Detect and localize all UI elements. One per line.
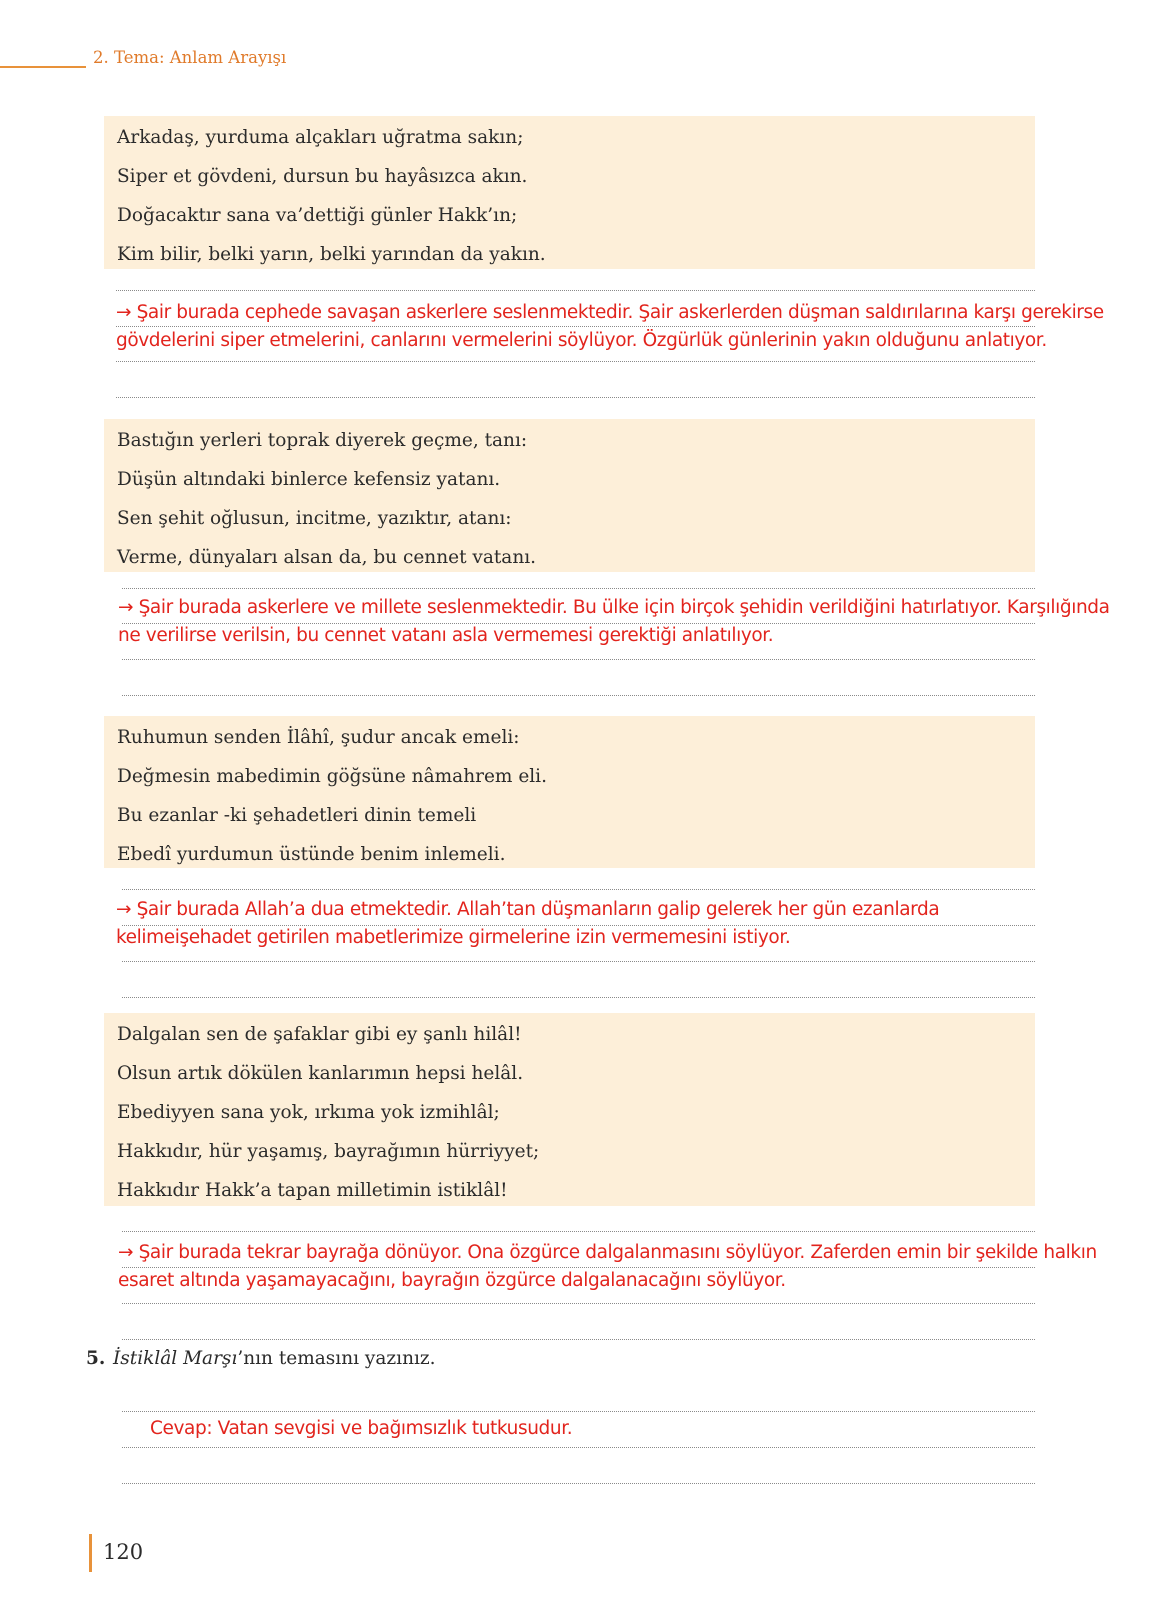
writing-line: [122, 1447, 1035, 1448]
answer-text-2: [118, 594, 1110, 650]
poem-line: Sen şehit oğlusun, incitme, yazıktır, atanı:: [117, 508, 512, 529]
poem-line: Arkadaş, yurduma alçakları uğratma sakın;: [117, 127, 524, 148]
writing-line: [122, 1411, 1035, 1412]
poem-stanza-2: [104, 419, 1035, 572]
answer-line: esaret altında yaşamayacağını, bayrağın özgürce dalgalanacağını söylüyor.: [118, 1270, 786, 1291]
answer-line: ne verilirse verilsin, bu cennet vatanı asla vermemesi gerektiği anlatılıyor.: [118, 625, 774, 646]
poem-line: Ebedî yurdumun üstünde benim inlemeli.: [117, 844, 506, 865]
poem-line: Doğacaktır sana va’dettiği günler Hakk’ın;: [117, 205, 518, 226]
answer-text-3: [116, 896, 939, 952]
answer-line: gövdelerini siper etmelerini, canlarını vermelerini söylüyor. Özgürlük günlerinin yakın olduğunu anlatıyor.: [116, 330, 1047, 351]
poem-line: Kim bilir, belki yarın, belki yarından da yakın.: [117, 244, 546, 265]
answer-line: → Şair burada Allah’a dua etmektedir. Allah’tan düşmanların galip gelerek her gün ezanlarda: [116, 899, 940, 920]
writing-line: [122, 1483, 1035, 1484]
poem-line: Ebediyyen sana yok, ırkıma yok izmihlâl;: [117, 1102, 500, 1123]
writing-line: [122, 961, 1035, 962]
answer-line: kelimeişehadet getirilen mabetlerimize girmelerine izin vermemesini istiyor.: [116, 927, 791, 948]
poem-line: Bu ezanlar -ki şehadetleri dinin temeli: [117, 805, 477, 826]
poem-line: Olsun artık dökülen kanlarımın hepsi helâl.: [117, 1063, 524, 1084]
writing-line: [122, 889, 1035, 890]
writing-line: [116, 290, 1035, 291]
poem-line: Hakkıdır, hür yaşamış, bayrağımın hürriyyet;: [117, 1141, 540, 1162]
question-title-italic: İstiklâl Marşı: [113, 1348, 238, 1369]
poem-line: Dalgalan sen de şafaklar gibi ey şanlı hilâl!: [117, 1024, 522, 1045]
answer-line: → Şair burada askerlere ve millete seslenmektedir. Bu ülke için birçok şehidin verildiğini hatırlatıyor. Karşılığında: [118, 597, 1110, 618]
poem-stanza-1: [104, 116, 1035, 269]
writing-line: [122, 997, 1035, 998]
poem-line: Ruhumun senden İlâhî, şudur ancak emeli:: [117, 727, 520, 748]
question-number: 5.: [86, 1348, 106, 1369]
answer-text-1: [116, 299, 1104, 355]
poem-line: Değmesin mabedimin göğsüne nâmahrem eli.: [117, 766, 547, 787]
poem-line: Hakkıdır Hakk’a tapan milletimin istiklâl!: [117, 1180, 508, 1201]
answer-line: → Şair burada tekrar bayrağa dönüyor. Ona özgürce dalgalanmasını söylüyor. Zaferden emin bir şekilde halkın: [118, 1242, 1097, 1263]
writing-line: [116, 397, 1035, 398]
writing-line: [122, 695, 1035, 696]
poem-line: Verme, dünyaları alsan da, bu cennet vatanı.: [117, 547, 537, 568]
poem-stanza-3: [104, 716, 1035, 868]
poem-line: Siper et gövdeni, dursun bu hayâsızca akın.: [117, 166, 528, 187]
question-text-rest: ’nın temasını yazınız.: [237, 1348, 436, 1369]
question-text: [113, 1348, 436, 1369]
poem-line: Bastığın yerleri toprak diyerek geçme, tanı:: [117, 430, 528, 451]
page-number-bar: [89, 1534, 92, 1572]
writing-line: [122, 1303, 1035, 1304]
writing-line: [122, 1339, 1035, 1340]
running-header: 2. Tema: Anlam Arayışı: [93, 48, 287, 67]
header-rule: [0, 66, 86, 68]
writing-line: [122, 588, 1035, 589]
question-answer: Cevap: Vatan sevgisi ve bağımsızlık tutkusudur.: [150, 1418, 573, 1439]
answer-text-4: [118, 1239, 1097, 1295]
writing-line: [116, 361, 1035, 362]
writing-line: [122, 659, 1035, 660]
poem-stanza-4: [104, 1013, 1035, 1206]
writing-line: [122, 1231, 1035, 1232]
answer-line: → Şair burada cephede savaşan askerlere seslenmektedir. Şair askerlerden düşman saldırılarına karşı gerekirse: [116, 302, 1104, 323]
poem-line: Düşün altındaki binlerce kefensiz yatanı.: [117, 469, 501, 490]
page-number: 120: [103, 1540, 144, 1564]
